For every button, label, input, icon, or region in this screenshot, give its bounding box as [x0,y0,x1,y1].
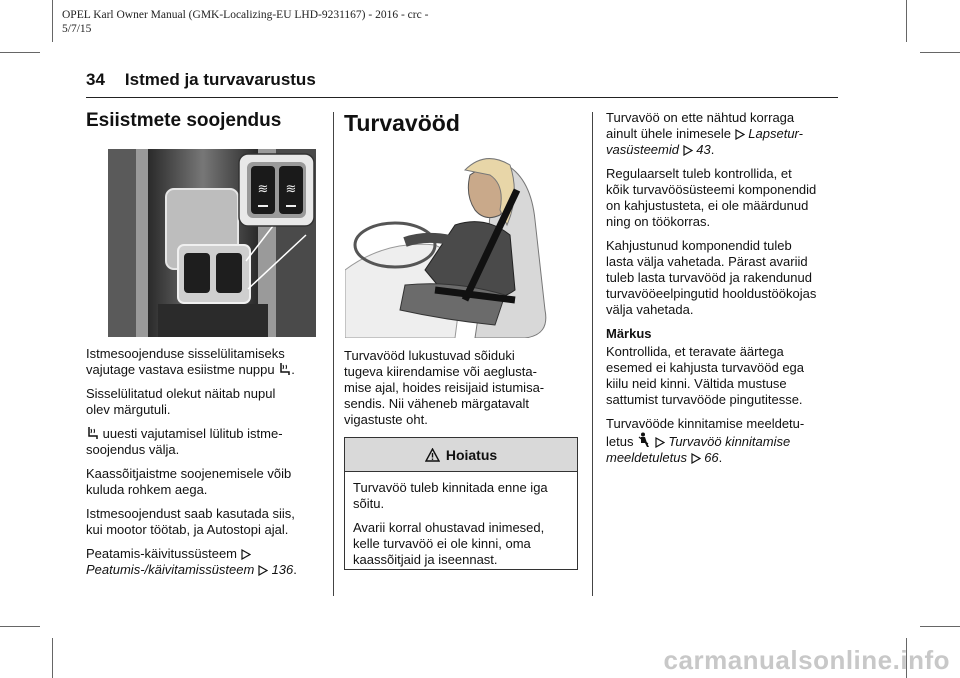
text-line: uuesti vajutamisel lülitub istme- [102,426,283,441]
text-line: on kahjustusteta, ei ole määrdunud [606,198,809,213]
crop-mark [920,626,960,627]
text-punct: . [718,450,723,465]
paragraph [86,546,326,578]
meta-line-1: OPEL Karl Owner Manual (GMK-Localizing-EU LHD-9231167) - 2016 - crc - [62,9,429,21]
crop-mark [52,638,53,678]
text-line: olev märgutuli. [86,402,171,417]
warning-title: Hoiatus [445,446,498,463]
crop-mark [0,626,40,627]
reference-triangle-icon [691,453,701,464]
text-line: tugeva kiirendamise või aeglusta- [344,364,537,379]
text-punct: . [710,142,715,157]
seatbelt-details-text [606,110,846,474]
page-reference[interactable]: 43 [696,142,711,157]
paragraph [606,110,846,158]
paragraph [606,238,846,318]
page-reference[interactable]: 66 [704,450,719,465]
text-line: Turvavöö on ette nähtud korraga [606,110,795,125]
chapter-title: Istmed ja turvavarustus [124,70,316,89]
text-line: kuluda rohkem aega. [86,482,208,497]
text-line: sõitu. [353,496,385,511]
reference-triangle-icon [735,129,745,140]
text-line: ning on töökorras. [606,214,711,229]
seat-heating-figure [108,149,316,337]
text-line: välja vahetada. [606,302,694,317]
seatbelt-reminder-icon [637,432,651,448]
text-line: sattumist turvavööde pingutitesse. [606,392,803,407]
paragraph [86,346,326,378]
crop-mark [920,52,960,53]
reference-triangle-icon [655,437,665,448]
paragraph [606,344,846,408]
cross-reference-link[interactable]: Peatumis-/käivitamissüsteem [86,562,255,577]
text-line: Kahjustunud komponendid tuleb [606,238,792,253]
reference-triangle-icon [683,145,693,156]
column-divider [592,112,593,596]
text-line: Kaassõitjaistme soojenemisele võib [86,466,292,481]
text-line: turvavööeelpingutid hooldustöökojas [606,286,817,301]
heading-rule [86,97,838,98]
crop-mark [52,0,53,42]
paragraph [353,520,569,568]
text-punct: . [293,562,297,577]
text-line: kiilu neid kinni. Vältida mustuse [606,376,787,391]
paragraph [86,466,326,498]
meta-line-2: 5/7/15 [62,23,92,35]
text-line: Turvavööd lukustuvad sõiduki [344,348,515,363]
warning-body [345,472,577,568]
text-line: kelle turvavöö ei ole kinni, oma [353,536,531,551]
paragraph [606,416,846,466]
text-line: sendis. Nii väheneb märgatavalt [344,396,529,411]
paragraph [606,166,846,230]
text-line: tuleb lasta turvavööd ja rakendunud [606,270,812,285]
warning-header [345,438,577,472]
text-line: Turvavööde kinnitamise meeldetu- [606,416,805,431]
paragraph [86,506,326,538]
text-line: vajutage vastava esiistme nuppu [86,362,275,377]
crop-mark [906,0,907,42]
text-line: kui mootor töötab, ja Autostopi ajal. [86,522,289,537]
text-punct: . [291,362,295,377]
cross-reference-link[interactable]: Turvavöö kinnitamise [668,434,791,449]
section-title-seatbelts: Turvavööd [344,110,460,136]
seat-heating-text [86,346,326,586]
text-line: letus [606,434,634,449]
reference-triangle-icon [241,549,251,560]
text-line: mise ajal, hoides reisijaid istumisa- [344,380,545,395]
warning-triangle-icon [425,448,440,462]
paragraph [86,426,326,458]
page-reference[interactable]: 136 [271,562,294,577]
text-line: kaassõitjaid ja iseennast. [353,552,498,567]
text-line: Avarii korral ohustavad inimesed, [353,520,545,535]
paragraph [86,386,326,418]
watermark: carmanualsonline.info [663,645,950,675]
warning-box [344,437,578,570]
seatbelt-figure [345,150,578,338]
seat-heat-icon [86,426,99,440]
column-divider [333,112,334,596]
crop-mark [0,52,40,53]
text-line: soojendus välja. [86,442,180,457]
paragraph [344,348,584,428]
page-number: 34 [86,70,105,89]
text-line: esemed ei kahjusta turvavööd ega [606,360,805,375]
seatbelt-intro-text [344,348,584,436]
text-line: Turvavöö tuleb kinnitada enne iga [353,480,548,495]
svg-text:≋: ≋ [257,182,269,197]
note-paragraph [606,326,846,342]
text-line: Istmesoojendust saab kasutada siis, [86,506,295,521]
paragraph [353,480,569,512]
text-line: lasta välja vahetada. Pärast avariid [606,254,808,269]
text-line: kõik turvavöösüsteemi komponendid [606,182,817,197]
cross-reference-link[interactable]: Lapsetur- [748,126,803,141]
section-title-seat-heating: Esiistmete soojendus [86,110,282,131]
document-meta [62,8,522,36]
text-line: Kontrollida, et teravate äärtega [606,344,784,359]
page-heading [86,70,316,90]
note-title: Märkus [606,326,652,341]
cross-reference-link[interactable]: meeldetuletus [606,450,687,465]
text-line: Istmesoojenduse sisselülitamiseks [86,346,285,361]
text-line: Sisselülitatud olekut näitab nupul [86,386,276,401]
seat-heat-icon [278,362,291,376]
text-line: vigastuste oht. [344,412,428,427]
cross-reference-link[interactable]: vasüsteemid [606,142,679,157]
text-line: Peatamis-käivitussüsteem [86,546,237,561]
svg-text:≋: ≋ [285,182,297,197]
reference-triangle-icon [258,565,268,576]
text-line: ainult ühele inimesele [606,126,732,141]
text-line: Regulaarselt tuleb kontrollida, et [606,166,792,181]
